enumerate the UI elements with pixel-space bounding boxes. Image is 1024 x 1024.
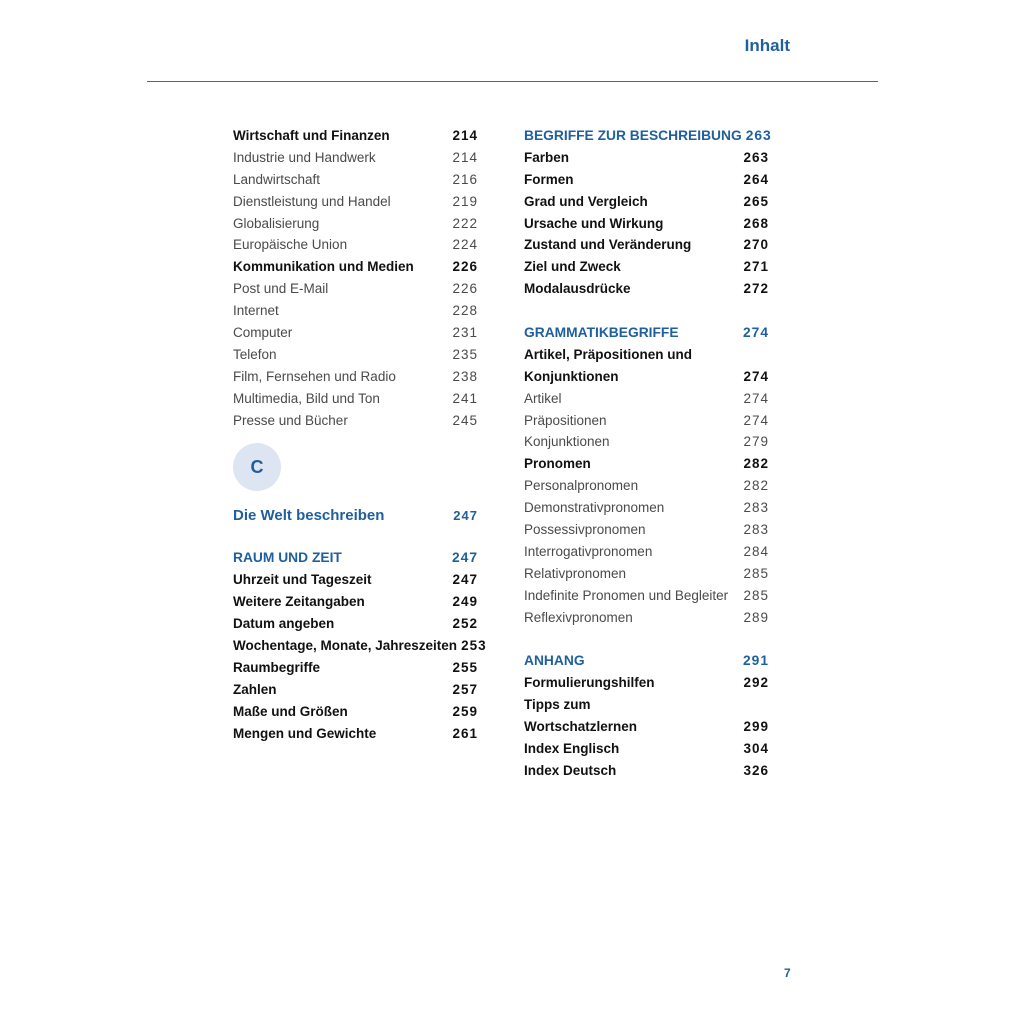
toc-entry-page: 261 [452, 725, 478, 741]
section-heading[interactable] [524, 650, 769, 672]
toc-entry-label: Interrogativpronomen [524, 543, 653, 559]
toc-entry-page: 219 [452, 193, 478, 209]
toc-entry[interactable] [524, 213, 769, 235]
toc-entry-label: Index Deutsch [524, 762, 617, 778]
toc-entry-label: Wirtschaft und Finanzen [233, 128, 390, 143]
toc-entry-label: Pronomen [524, 456, 591, 472]
toc-entry-label: Reflexivpronomen [524, 609, 633, 625]
chapter-heading-page: 247 [453, 508, 478, 524]
toc-right-block2 [524, 344, 769, 629]
toc-entry-page: 214 [452, 128, 478, 143]
toc-entry[interactable] [524, 410, 769, 432]
toc-left-block1 [233, 125, 478, 431]
toc-entry-page: 265 [743, 193, 769, 209]
spacer [233, 529, 478, 547]
toc-entry[interactable] [233, 125, 478, 147]
toc-entry[interactable] [233, 569, 478, 591]
toc-entry-label: Personalpronomen [524, 478, 639, 494]
toc-entry[interactable] [524, 453, 769, 475]
toc-entry[interactable] [524, 563, 769, 585]
toc-entry-label: Modalausdrücke [524, 281, 631, 297]
page-number: 7 [784, 966, 791, 980]
toc-entry-page: 245 [452, 412, 478, 428]
toc-entry[interactable] [233, 613, 478, 635]
toc-entry-label: Post und E-Mail [233, 281, 329, 297]
toc-entry-label: Datum angeben [233, 616, 335, 632]
section-heading-page: 247 [451, 550, 478, 566]
toc-entry-page: 257 [452, 681, 478, 697]
toc-entry-label: Wortschatzlernen [524, 719, 638, 735]
toc-right-block3 [524, 672, 769, 781]
section-heading-label: RAUM UND ZEIT [233, 550, 342, 566]
section-heading[interactable] [524, 322, 769, 344]
toc-entry-page: 285 [743, 565, 769, 581]
toc-entry[interactable] [524, 760, 769, 782]
toc-entry-page: 263 [743, 149, 769, 165]
toc-entry-page: 279 [743, 434, 769, 450]
toc-entry-label: Zustand und Veränderung [524, 237, 692, 253]
section-heading[interactable] [524, 125, 772, 147]
toc-entry-page: 282 [743, 456, 769, 472]
toc-entry-page: 224 [452, 237, 478, 253]
toc-entry[interactable] [233, 635, 487, 657]
toc-entry[interactable] [524, 738, 769, 760]
header-divider [147, 81, 878, 82]
chapter-heading-label: Die Welt beschreiben [233, 507, 385, 525]
toc-entry[interactable] [233, 410, 478, 432]
toc-entry[interactable] [233, 657, 478, 679]
toc-entry-page: 271 [743, 259, 769, 275]
toc-entry-page: 238 [452, 368, 478, 384]
toc-entry-label: Artikel, Präpositionen und [524, 346, 693, 362]
toc-entry[interactable] [524, 519, 769, 541]
toc-entry-page: 216 [452, 171, 478, 187]
toc-entry-label: Mengen und Gewichte [233, 725, 377, 741]
toc-entry-label: Kommunikation und Medien [233, 259, 414, 275]
toc-entry-page: 284 [743, 543, 769, 559]
toc-entry[interactable] [233, 388, 478, 410]
toc-entry[interactable] [233, 679, 478, 701]
toc-entry-label: Multimedia, Bild und Ton [233, 390, 380, 406]
toc-entry[interactable] [233, 169, 478, 191]
toc-entry-label: Computer [233, 325, 293, 341]
section-heading-page: 291 [742, 653, 769, 669]
toc-entry[interactable] [524, 256, 769, 278]
toc-entry[interactable] [524, 716, 769, 738]
toc-entry-page: 253 [461, 638, 487, 654]
toc-entry[interactable] [233, 322, 478, 344]
toc-entry-page: 264 [743, 171, 769, 187]
toc-entry-page: 289 [743, 609, 769, 625]
chapter-heading[interactable] [233, 503, 478, 529]
toc-entry-label: Farben [524, 149, 570, 165]
toc-entry[interactable] [233, 300, 478, 322]
toc-entry-page: 226 [452, 281, 478, 297]
toc-entry[interactable] [524, 607, 769, 629]
toc-entry-page: 272 [743, 281, 769, 297]
toc-entry[interactable] [233, 701, 478, 723]
toc-entry-label: Demonstrativpronomen [524, 500, 665, 516]
toc-entry-page: 282 [743, 478, 769, 494]
toc-entry-label: Globalisierung [233, 215, 320, 231]
toc-entry-page: 228 [452, 303, 478, 319]
toc-entry[interactable] [233, 723, 478, 745]
toc-entry[interactable] [524, 585, 769, 607]
toc-entry-page: 283 [743, 500, 769, 516]
toc-entry-label: Europäische Union [233, 237, 348, 253]
toc-entry-label: Konjunktionen [524, 368, 619, 384]
toc-left-column [233, 125, 487, 744]
toc-entry-page: 259 [452, 703, 478, 719]
toc-entry-page: 247 [452, 572, 478, 588]
section-heading[interactable] [233, 547, 478, 569]
spacer [524, 628, 769, 650]
toc-entry[interactable] [524, 344, 769, 366]
toc-entry[interactable] [233, 591, 478, 613]
toc-entry[interactable] [233, 366, 478, 388]
toc-entry[interactable] [524, 191, 769, 213]
toc-entry-label: Possessivpronomen [524, 522, 646, 538]
toc-right-column [524, 125, 772, 782]
toc-entry-label: Index Englisch [524, 740, 620, 756]
toc-entry-label: Zahlen [233, 681, 277, 697]
toc-entry-label: Presse und Bücher [233, 412, 348, 428]
toc-entry[interactable] [524, 431, 769, 453]
toc-entry[interactable] [233, 256, 478, 278]
toc-entry[interactable] [233, 344, 478, 366]
toc-entry-label: Ursache und Wirkung [524, 215, 664, 231]
toc-entry-label: Industrie und Handwerk [233, 149, 376, 165]
toc-left-block2 [233, 569, 487, 744]
toc-entry-page: 285 [743, 587, 769, 603]
toc-entry[interactable] [524, 694, 769, 716]
toc-entry[interactable] [524, 388, 769, 410]
toc-entry[interactable] [524, 672, 769, 694]
toc-entry-page: 299 [743, 719, 769, 735]
toc-entry-page: 222 [452, 215, 478, 231]
toc-entry[interactable] [233, 234, 478, 256]
toc-entry-page: 270 [743, 237, 769, 253]
toc-entry-page: 292 [743, 675, 769, 691]
toc-entry[interactable] [233, 191, 478, 213]
toc-entry-page: 235 [452, 346, 478, 362]
toc-entry-label: Weitere Zeitangaben [233, 594, 365, 610]
toc-entry-label: Grad und Vergleich [524, 193, 648, 209]
toc-entry[interactable] [233, 147, 478, 169]
toc-entry[interactable] [524, 234, 769, 256]
section-heading-label: BEGRIFFE ZUR BESCHREIBUNG [524, 128, 742, 143]
section-heading-page: 274 [742, 325, 769, 341]
toc-entry[interactable] [524, 366, 769, 388]
toc-entry-label: Konjunktionen [524, 434, 610, 450]
toc-right-block1 [524, 147, 769, 300]
toc-entry-label: Indefinite Pronomen und Begleiter [524, 587, 729, 603]
toc-entry-label: Relativpronomen [524, 565, 627, 581]
toc-entry-label: Artikel [524, 390, 562, 406]
toc-entry[interactable] [524, 147, 769, 169]
chapter-badge: C [233, 443, 281, 491]
toc-entry-label: Maße und Größen [233, 703, 348, 719]
toc-entry[interactable] [233, 213, 478, 235]
section-heading-label: ANHANG [524, 653, 585, 669]
section-heading-label: GRAMMATIKBEGRIFFE [524, 325, 679, 341]
toc-entry-page: 326 [743, 762, 769, 778]
toc-entry-page: 255 [452, 659, 478, 675]
toc-entry[interactable] [233, 278, 478, 300]
toc-entry[interactable] [524, 169, 769, 191]
page-header-title: Inhalt [744, 36, 790, 55]
toc-entry-page: 268 [743, 215, 769, 231]
toc-entry[interactable] [524, 278, 769, 300]
toc-entry-label: Dienstleistung und Handel [233, 193, 391, 209]
toc-entry[interactable] [524, 497, 769, 519]
toc-entry-label: Internet [233, 303, 279, 319]
toc-entry-label: Raumbegriffe [233, 659, 321, 675]
toc-entry-page: 226 [452, 259, 478, 275]
toc-entry-page: 274 [743, 412, 769, 428]
toc-entry[interactable] [524, 475, 769, 497]
toc-entry-page: 274 [743, 390, 769, 406]
toc-entry[interactable] [524, 541, 769, 563]
toc-entry-page: 283 [743, 522, 769, 538]
toc-entry-label: Formen [524, 171, 574, 187]
section-heading-page: 263 [745, 128, 772, 143]
toc-entry-page: 214 [452, 149, 478, 165]
toc-entry-label: Ziel und Zweck [524, 259, 621, 275]
toc-entry-label: Präpositionen [524, 412, 607, 428]
toc-entry-page: 241 [452, 390, 478, 406]
toc-entry-page: 274 [743, 368, 769, 384]
toc-entry-label: Tipps zum [524, 697, 591, 713]
toc-entry-label: Uhrzeit und Tageszeit [233, 572, 372, 588]
toc-entry-page: 231 [452, 325, 478, 341]
toc-entry-label: Telefon [233, 346, 277, 362]
toc-entry-label: Landwirtschaft [233, 171, 321, 187]
toc-entry-label: Film, Fernsehen und Radio [233, 368, 396, 384]
toc-entry-label: Wochentage, Monate, Jahreszeiten [233, 638, 458, 654]
spacer [524, 300, 769, 322]
toc-entry-label: Formulierungshilfen [524, 675, 655, 691]
toc-entry-page: 249 [452, 594, 478, 610]
toc-entry-page: 252 [452, 616, 478, 632]
toc-entry-page: 304 [743, 740, 769, 756]
